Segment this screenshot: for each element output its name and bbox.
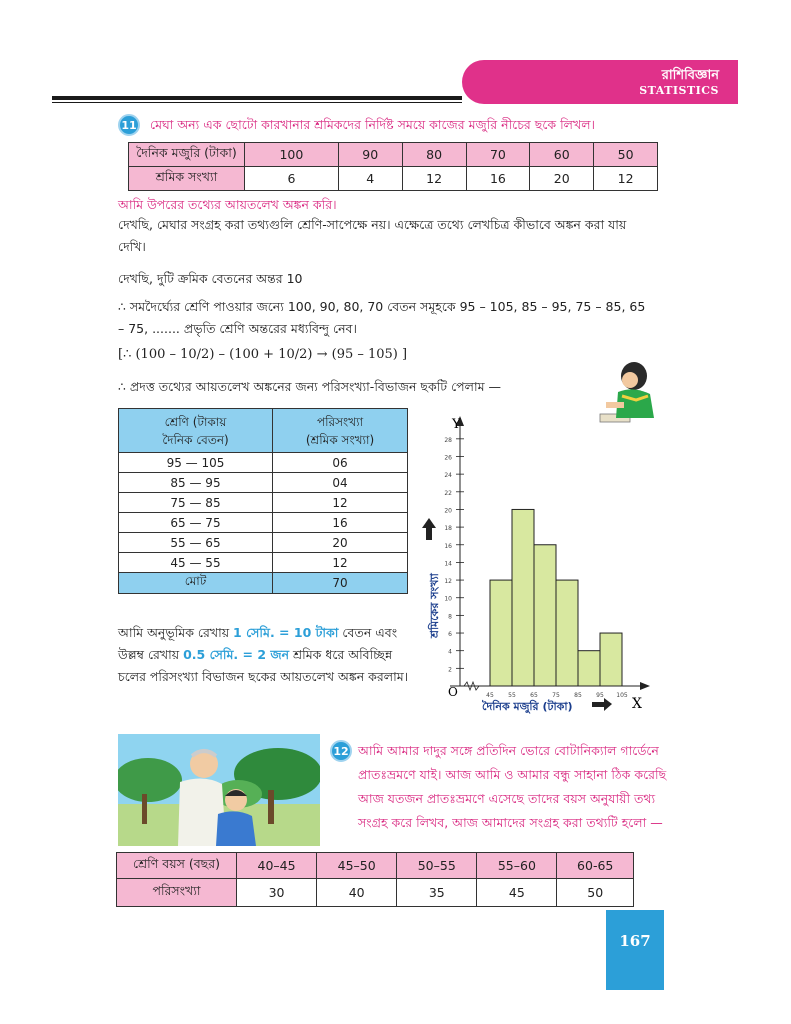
wage-cell: 60 [530, 143, 594, 167]
histogram-bar [578, 651, 600, 686]
up-arrow-icon [426, 526, 432, 540]
y-tick-label: 6 [448, 631, 452, 639]
scale-text-line: চলের পরিসংখ্যা বিভাজন ছকের আয়তলেখ অঙ্কন করলাম। [118, 669, 409, 684]
problem-statement: মেঘা অন্য এক ছোটো কারখানার শ্রমিকদের নির্দিষ্ট সময়ে কাজের মজুরি নীচের ছকে লিখল। [150, 117, 595, 132]
histogram-bar [600, 633, 622, 686]
y-tick-label: 18 [444, 525, 452, 533]
workers-cell: 4 [338, 167, 402, 191]
y-tick-label: 4 [448, 648, 452, 656]
y-tick-label: 24 [444, 472, 452, 480]
total-label: মোট [119, 573, 273, 594]
frequency-cell: 04 [273, 473, 408, 493]
y-tick-label: 16 [444, 542, 452, 550]
chapter-title-bn: রাশিবিজ্ঞান [661, 68, 719, 83]
scale-text-line: উল্লম্ব রেখায় 0.5 সেমি. = 2 জন শ্রমিক ধরে অবিচ্ছিন্ন [118, 647, 393, 662]
origin-label: O [448, 685, 458, 699]
explanation-line: দেখছি, দুটি ক্রমিক বেতনের অন্তর 10 [118, 271, 303, 286]
frequency-cell: 12 [273, 553, 408, 573]
x-tick-label: 45 [486, 692, 494, 699]
explanation-line: – 75, ....... প্রভৃতি শ্রেণি অন্তরের মধ্যবিন্দু নেব। [118, 321, 357, 336]
class-cell: 45 — 55 [119, 553, 273, 573]
problem-statement-line: আমি আমার দাদুর সঙ্গে প্রতিদিন ভোরে বোটানিক্যাল গার্ডেনে [358, 743, 659, 758]
chapter-title-en: STATISTICS [639, 84, 719, 97]
total-value: 70 [273, 573, 408, 594]
x-axis-arrow [640, 682, 650, 690]
age-class-cell: 55–60 [477, 853, 557, 879]
age-row-label: শ্রেণি বয়স (বছর) [117, 853, 237, 879]
page-number: 167 [606, 910, 664, 990]
class-cell: 75 — 85 [119, 493, 273, 513]
y-tick-label: 20 [444, 507, 452, 515]
class-header: শ্রেণি (টাকায় দৈনিক বেতন) [119, 409, 273, 453]
wage-cell: 70 [466, 143, 530, 167]
explanation-line: ∴ সমদৈর্ঘ্যের শ্রেণি পাওয়ার জন্যে 100, 90, 80, 70 বেতন সমূহকে 95 – 105, 85 – 95, 75 – 85, 65 [118, 299, 646, 314]
right-arrow-icon [592, 702, 604, 707]
explanation-line: দেখছি, মেঘার সংগ্রহ করা তথ্যগুলি শ্রেণি-সাপেক্ষে নয়। এক্ষেত্রে তথ্যে লেখচিত্র কীভাবে অঙ্কন করা যায় [118, 217, 627, 232]
grandfather-child-illustration [118, 734, 320, 846]
age-frequency-cell: 50 [557, 879, 634, 907]
age-class-cell: 60-65 [557, 853, 634, 879]
y-tick-label: 8 [448, 613, 452, 621]
problem-statement-line: প্রাতঃভ্রমণে যাই। আজ আমি ও আমার বন্ধু সাহানা ঠিক করেছি [358, 767, 667, 782]
x-tick-label: 105 [616, 692, 628, 699]
y-tick-label: 26 [444, 454, 452, 462]
y-tick-label: 2 [448, 666, 452, 674]
frequency-row-label: পরিসংখ্যা [117, 879, 237, 907]
workers-cell: 20 [530, 167, 594, 191]
x-axis-label: দৈনিক মজুরি (টাকা) [482, 700, 573, 713]
age-frequency-cell: 45 [477, 879, 557, 907]
x-axis-letter: X [632, 696, 642, 712]
histogram [410, 414, 660, 724]
explanation-line: ∴ প্রদত্ত তথ্যের আয়তলেখ অঙ্কনের জন্য পরিসংখ্যা-বিভাজন ছকটি পেলাম — [118, 379, 501, 394]
age-class-cell: 45–50 [317, 853, 397, 879]
problem-number-badge: 12 [330, 740, 352, 762]
formula: [∴ (100 – 10/2) – (100 + 10/2) → (95 – 105) ] [118, 347, 408, 362]
histogram-bar [534, 545, 556, 686]
histogram-bar [490, 580, 512, 686]
instruction-line: আমি উপরের তথ্যের আয়তলেখ অঙ্কন করি। [118, 197, 337, 212]
y-tick-label: 12 [444, 578, 452, 586]
problem-number-badge: 11 [118, 114, 140, 136]
explanation-line: দেখি। [118, 239, 146, 254]
class-cell: 95 — 105 [119, 453, 273, 473]
y-tick-label: 28 [444, 436, 452, 444]
frequency-cell: 12 [273, 493, 408, 513]
workers-cell: 12 [594, 167, 658, 191]
age-frequency-cell: 30 [237, 879, 317, 907]
problem-statement-line: সংগ্রহ করে লিখব, আজ আমাদের সংগ্রহ করা তথ্যটি হলো — [358, 815, 663, 830]
y-axis-letter: Y [452, 417, 461, 432]
histogram-bar [556, 580, 578, 686]
frequency-cell: 16 [273, 513, 408, 533]
age-class-cell: 50–55 [397, 853, 477, 879]
frequency-cell: 20 [273, 533, 408, 553]
x-tick-label: 95 [596, 692, 604, 699]
frequency-cell: 06 [273, 453, 408, 473]
age-frequency-cell: 40 [317, 879, 397, 907]
class-cell: 65 — 75 [119, 513, 273, 533]
scale-text-line: আমি অনুভূমিক রেখায় 1 সেমি. = 10 টাকা বেতন এবং [118, 625, 398, 640]
x-tick-label: 65 [530, 692, 538, 699]
age-table [116, 852, 634, 907]
y-tick-label: 10 [444, 595, 452, 603]
age-frequency-cell: 35 [397, 879, 477, 907]
y-tick-label: 14 [444, 560, 452, 568]
scale-vertical: 0.5 সেমি. = 2 জন [183, 647, 290, 662]
wage-cell: 80 [402, 143, 466, 167]
wage-cell: 50 [594, 143, 658, 167]
wage-table [128, 142, 658, 191]
class-cell: 55 — 65 [119, 533, 273, 553]
class-cell: 85 — 95 [119, 473, 273, 493]
wage-cell: 100 [245, 143, 339, 167]
problem-statement-line: আজ যতজন প্রাতঃভ্রমণে এসেছে তাদের বয়স অনুযায়ী তথ্য [358, 791, 656, 806]
histogram-bar [512, 509, 534, 686]
up-arrow-icon-head [422, 518, 436, 528]
x-tick-label: 55 [508, 692, 516, 699]
workers-cell: 16 [466, 167, 530, 191]
y-axis-label: শ্রমিকের সংখ্যা [428, 573, 441, 638]
workers-row-label: শ্রমিক সংখ্যা [129, 167, 245, 191]
workers-cell: 6 [245, 167, 339, 191]
x-tick-label: 75 [552, 692, 560, 699]
header-rule-thin [52, 102, 462, 103]
right-arrow-icon-head [604, 698, 612, 711]
wage-cell: 90 [338, 143, 402, 167]
age-class-cell: 40–45 [237, 853, 317, 879]
scale-horizontal: 1 সেমি. = 10 টাকা [233, 625, 339, 640]
header-rule [52, 96, 462, 100]
wage-row-label: দৈনিক মজুরি (টাকা) [129, 143, 245, 167]
workers-cell: 12 [402, 167, 466, 191]
y-tick-label: 22 [444, 489, 452, 497]
frequency-header: পরিসংখ্যা (শ্রমিক সংখ্যা) [273, 409, 408, 453]
x-tick-label: 85 [574, 692, 582, 699]
frequency-table [118, 408, 408, 594]
